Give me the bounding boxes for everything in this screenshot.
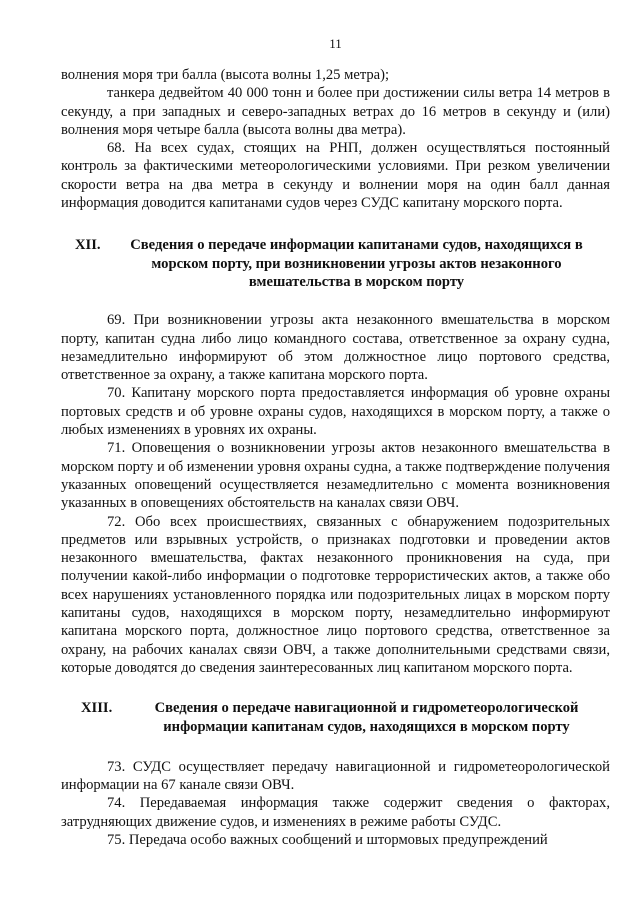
section-number-13: XIII. <box>81 700 113 717</box>
paragraph-74: 74. Передаваемая информация также содержит сведения о факторах, затрудняющих движение судов, и изменениях в режиме работы СУДС. <box>61 795 610 830</box>
section-title-13: Сведения о передаче навигационной и гидрометеорологической информации капитанам судов, находящихся в морском порту <box>154 700 579 735</box>
section-heading-13 <box>61 699 610 736</box>
paragraph-75: 75. Передача особо важных сообщений и штормовых предупреждений <box>107 831 548 848</box>
section-heading-12 <box>61 236 610 291</box>
paragraph-72: 72. Обо всех происшествиях, связанных с обнаружением подозрительных предметов или взрывных устройств, о признаках подготовки и проведении актов незаконного вмешательства, фактах незаконного проникновения на суда, при получении какой-либо информации о подготовке террористических актов, а также обо всех нарушениях установленного порядка или подозрительных лицах в морском порту капитаны судов, находящихся в морском порту, незамедлительно информируют капитана морского порта, должностное лицо портового средства, ответственное за охрану, на рабочих каналах связи ОВЧ, а также дополнительными средствами связи, которые доводятся до сведения заинтересованных лиц капитаном морского порта. <box>61 513 610 676</box>
paragraph-68: 68. На всех судах, стоящих на РНП, должен осуществляться постоянный контроль за фактическими метеорологическими условиями. При резком увеличении скорости ветра на два метра в секунду и волнении моря на один балл данная информация доводится капитанами судов через СУДС капитану морского порта. <box>61 140 610 212</box>
paragraph-69: 69. При возникновении угрозы акта незаконного вмешательства в морском порту, капитан судна либо лицо командного состава, ответственное за охрану судна, незамедлительно информируют об этом должностное лицо портового средства, ответственное за охрану, а также капитана морского порта. <box>61 312 610 384</box>
section-title-12: Сведения о передаче информации капитанами судов, находящихся в морском порту, при возникновении угрозы актов незаконного вмешательства в морском порту <box>130 237 583 290</box>
page-number: 11 <box>329 36 342 51</box>
paragraph-70: 70. Капитану морского порта предоставляется информация об уровне охраны портовых средств и об уровне охраны судов, находящихся в морском порту, а также о любых изменениях в уровнях их охраны. <box>61 385 610 439</box>
paragraph-tanker: танкера дедвейтом 40 000 тонн и более при достижении силы ветра 14 метров в секунду, а при западных и северо-западных ветрах до 16 метров в секунду и (или) волнения моря четыре балла (высота волны два метра). <box>61 85 610 138</box>
section-number-12: XII. <box>75 237 101 254</box>
paragraph-73: 73. СУДС осуществляет передачу навигационной и гидрометеорологической информации на 67 канале связи ОВЧ. <box>61 758 610 794</box>
paragraph-71: 71. Оповещения о возникновении угрозы актов незаконного вмешательства в морском порту и об изменении уровня охраны судна, а также подтверждение получения указанных оповещений осуществляется незамедлительно с момента возникновения указанных в оповещениях обстоятельств на каналах связи ОВЧ. <box>61 440 610 512</box>
paragraph-wave-height: волнения моря три балла (высота волны 1,25 метра); <box>61 67 390 83</box>
